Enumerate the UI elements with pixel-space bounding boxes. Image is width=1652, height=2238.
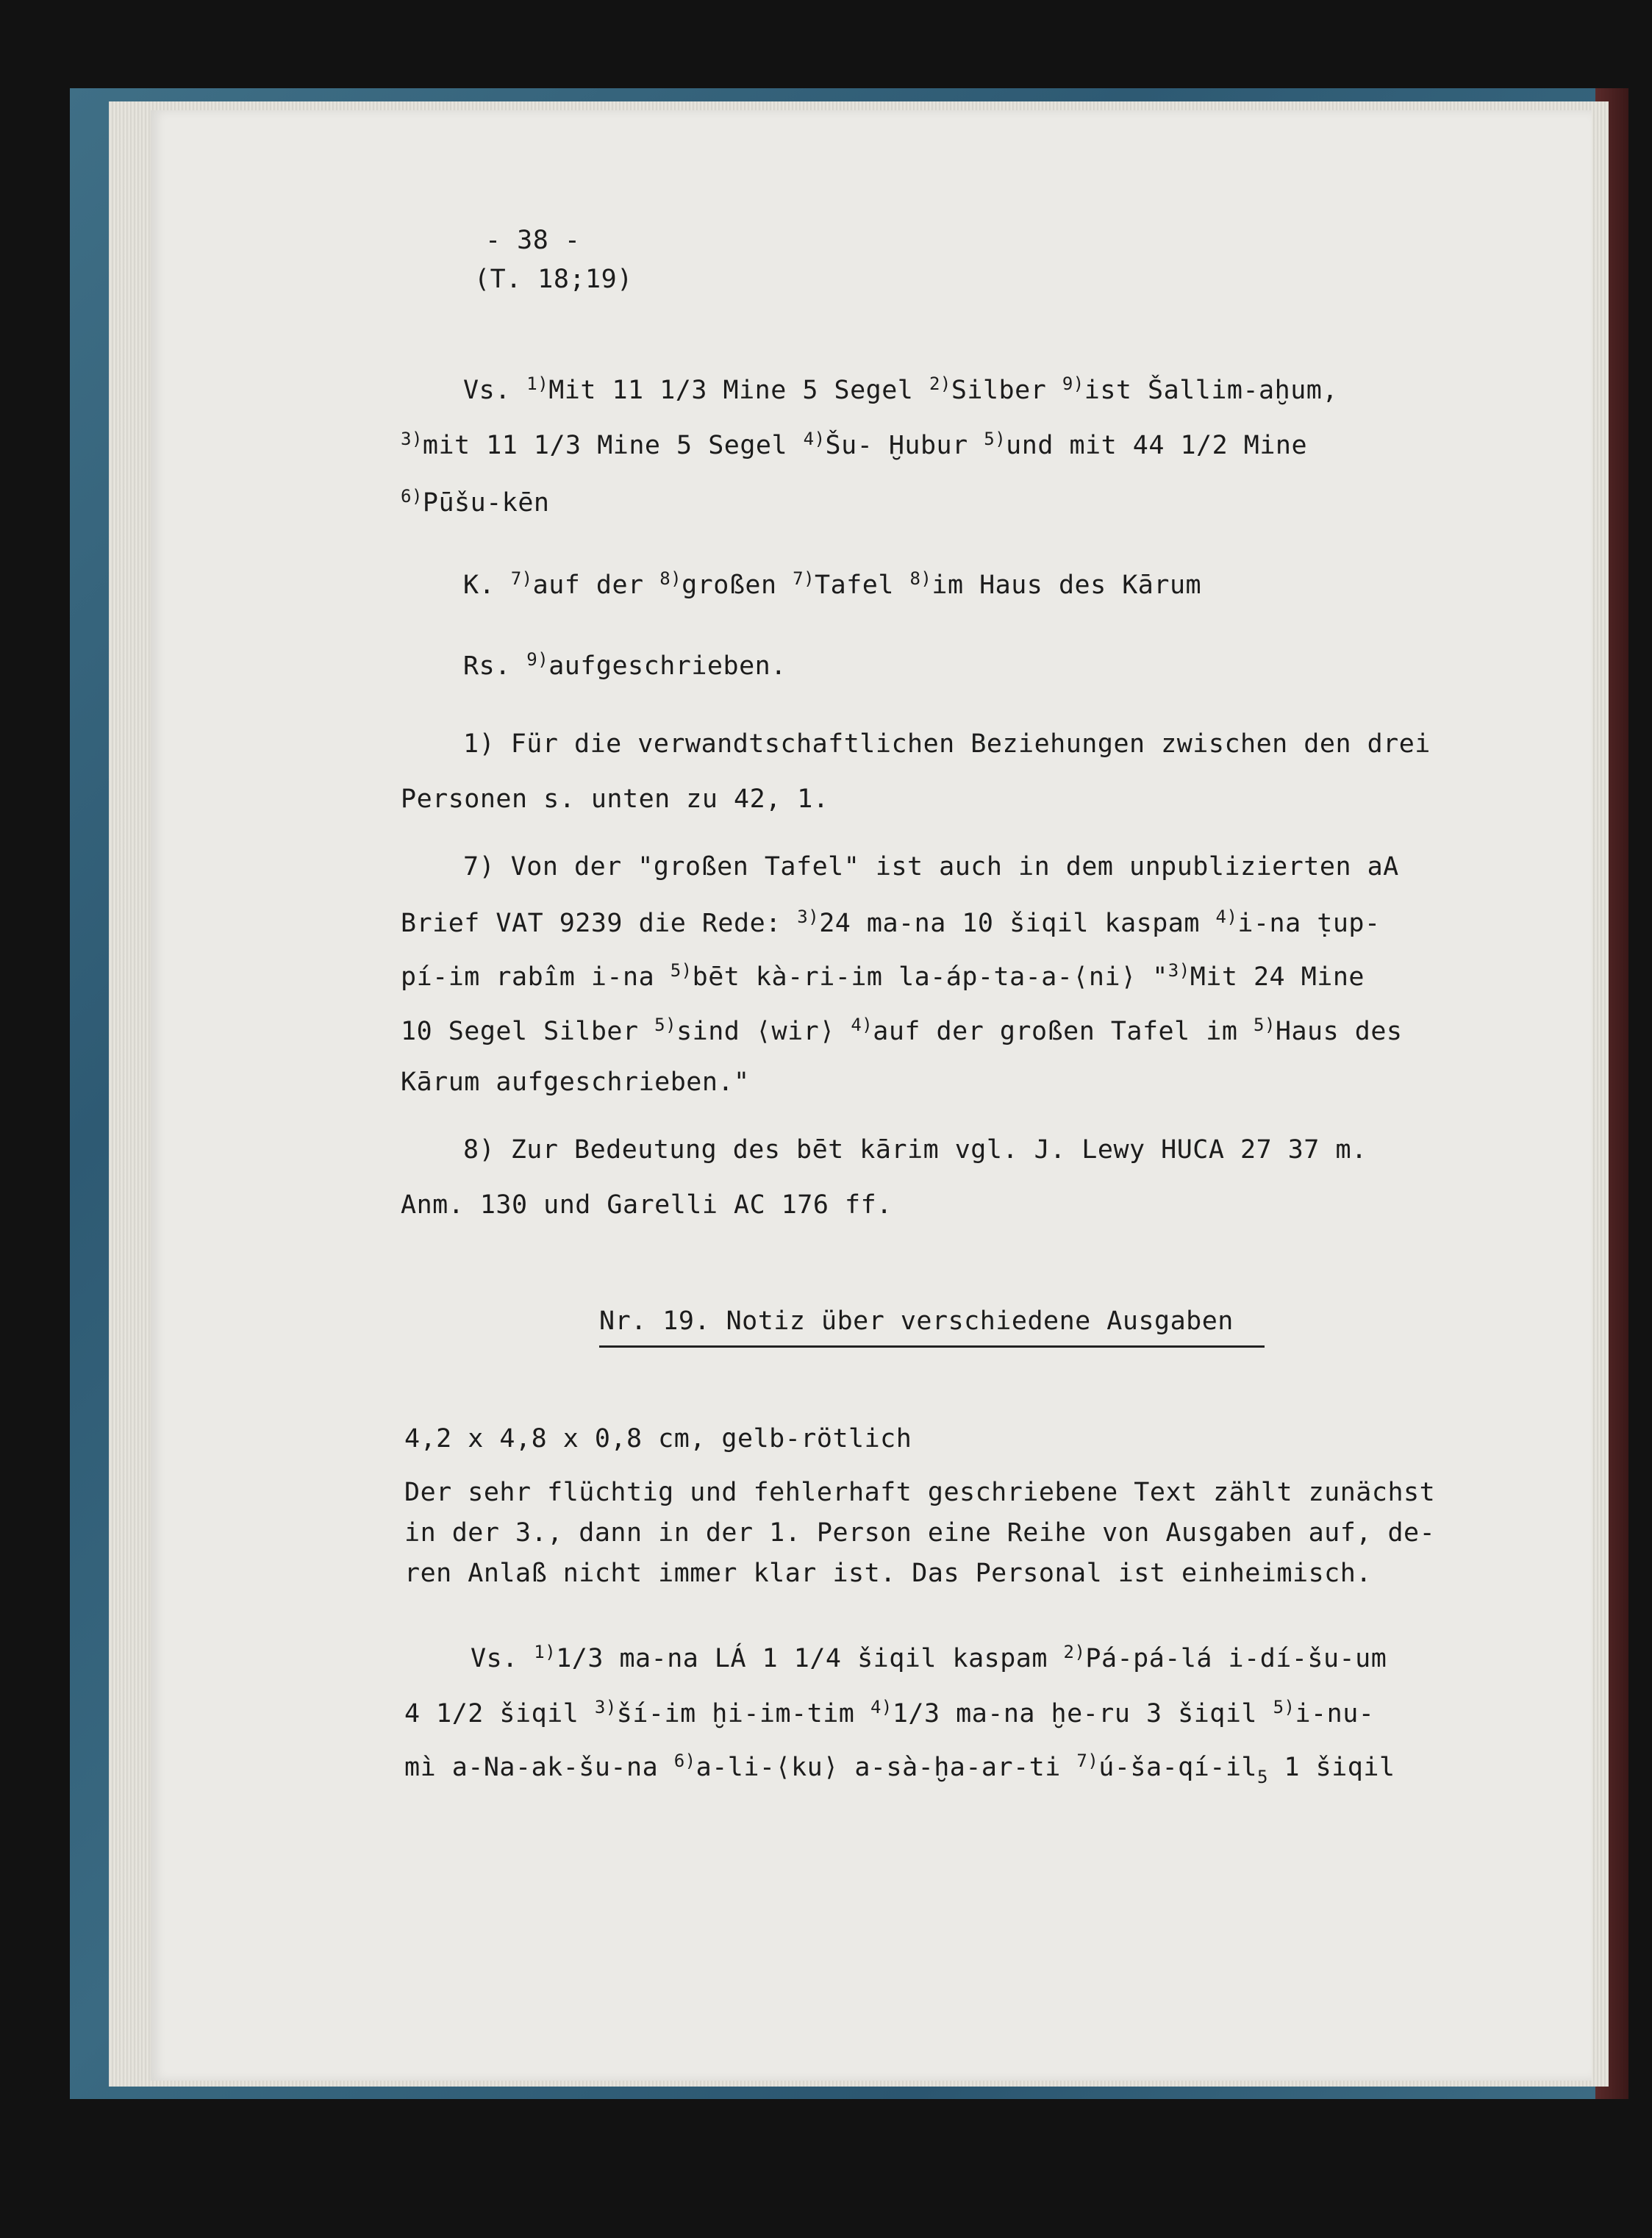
text-line-vs-1: Vs. $^{1)}$Mit 11 1/3 Mine 5 Segel $^{2)}$Silber $^{9)}$ist Šallim-aḫum, <box>463 373 1338 405</box>
note-8-line-1: 8) Zur Bedeutung des bēt kārim vgl. J. Lewy HUCA 27 37 m. <box>463 1135 1367 1165</box>
text-line-vs-3: $^{6)}$Pūšu-kēn <box>401 486 550 518</box>
text-line-k: K. $^{7)}$auf der $^{8)}$großen $^{7)}$Tafel $^{8)}$im Haus des Kārum <box>463 568 1202 600</box>
book-page <box>151 110 1592 2081</box>
translit-line-3: mì a-Na-ak-šu-na $^{6)}$a-li-⟨ku⟩ a-sà-ḫa-ar-ti $^{7)}ú-ša-qí-il_5$ 1 šiqil <box>404 1751 1395 1787</box>
translit-line-2: 4 1/2 šiqil $^{3)}$ší-im ḫi-im-tim $^{4)}$1/3 ma-na ḫe-ru 3 šiqil $^{5)}$i-nu- <box>404 1697 1375 1728</box>
tablet-reference: (T. 18;19) <box>474 265 633 294</box>
page-number: - 38 - <box>485 226 581 255</box>
note-8-line-2: Anm. 130 und Garelli AC 176 ff. <box>401 1190 893 1220</box>
note-7-line-2: Brief VAT 9239 die Rede: $^{3)}$24 ma-na 10 šiqil kaspam $^{4)}$i-na ṭup- <box>401 907 1381 938</box>
note-7-line-4: 10 Segel Silber $^{5)}$sind ⟨wir⟩ $^{4)}$auf der großen Tafel im $^{5)}$Haus des <box>401 1015 1403 1046</box>
description-line-3: ren Anlaß nicht immer klar ist. Das Personal ist einheimisch. <box>404 1559 1372 1588</box>
note-7-line-5: Kārum aufgeschrieben." <box>401 1068 750 1097</box>
tablet-dimensions: 4,2 x 4,8 x 0,8 cm, gelb-rötlich <box>404 1424 912 1454</box>
description-line-2: in der 3., dann in der 1. Person eine Reihe von Ausgaben auf, de- <box>404 1518 1436 1548</box>
description-line-1: Der sehr flüchtig und fehlerhaft geschriebene Text zählt zunächst <box>404 1478 1436 1507</box>
note-1-line-1: 1) Für die verwandtschaftlichen Beziehungen zwischen den drei <box>463 729 1431 759</box>
note-7-line-3: pí-im rabîm i-na $^{5)}$bēt kà-ri-im la-áp-ta-a-⟨ni⟩ "$^{3)}$Mit 24 Mine <box>401 960 1365 992</box>
text-line-vs-2: $^{3)}$mit 11 1/3 Mine 5 Segel $^{4)}$Šu- Ḫubur $^{5)}$und mit 44 1/2 Mine <box>401 429 1308 460</box>
note-1-line-2: Personen s. unten zu 42, 1. <box>401 784 829 814</box>
heading-underline <box>599 1345 1265 1348</box>
text-line-rs: Rs. $^{9)}$aufgeschrieben. <box>463 649 787 681</box>
translit-line-1: Vs. $^{1)}$1/3 ma-na LÁ 1 1/4 šiqil kaspam $^{2)}$Pá-pá-lá i-dí-šu-um <box>471 1642 1387 1673</box>
section-heading: Nr. 19. Notiz über verschiedene Ausgaben <box>599 1306 1234 1336</box>
note-7-line-1: 7) Von der "großen Tafel" ist auch in dem unpublizierten aA <box>463 852 1399 882</box>
